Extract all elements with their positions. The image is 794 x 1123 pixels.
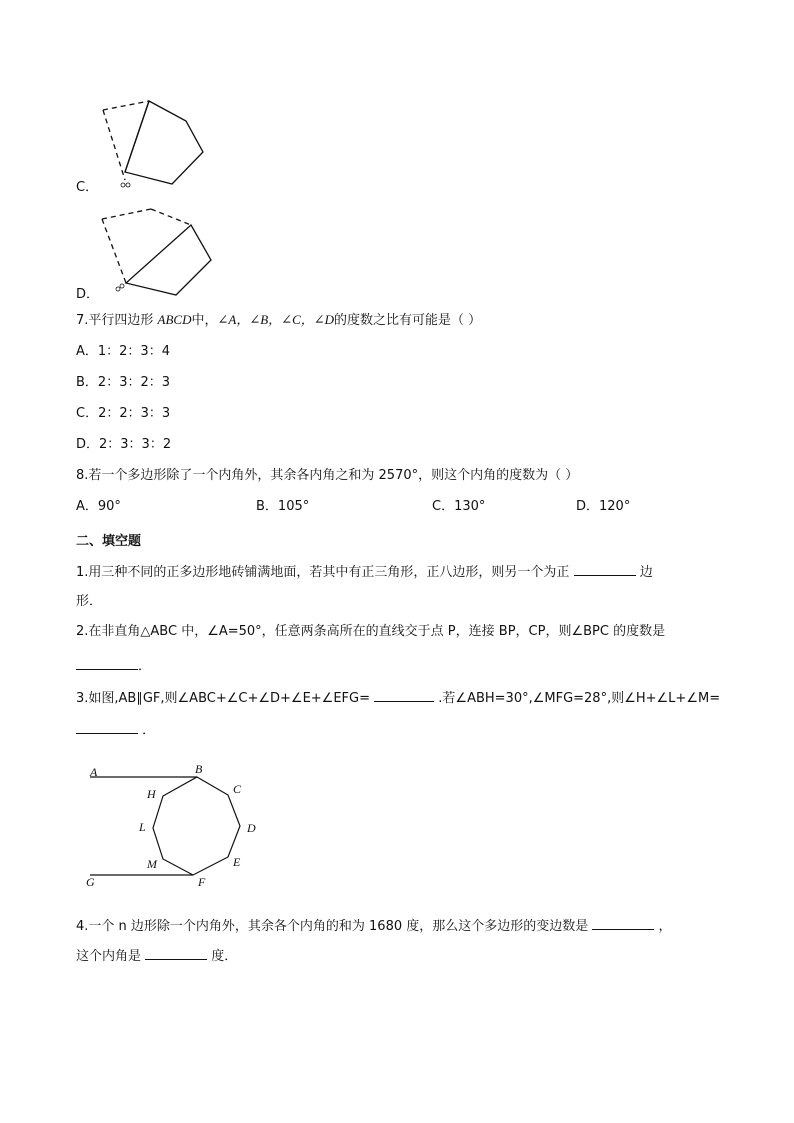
fill4-line1 (76, 915, 672, 936)
point-label-h: H (147, 787, 156, 801)
fill4-line2-prefix: 这个内角是 (76, 949, 142, 964)
point-label-g: G (86, 875, 95, 889)
fill3-line2 (76, 719, 155, 740)
fill2-suffix: ． (138, 659, 152, 674)
option-d-label: D． (76, 287, 100, 302)
q7-stem (76, 311, 481, 330)
q8-stem: 8.若一个多边形除了一个内角外，其余各内角之和为 2570°，则这个内角的度数为（ ） (76, 468, 579, 483)
fill3-mid: .若∠ABH=30°,∠MFG=28°,则∠H+∠L+∠M= (438, 691, 721, 706)
point-label-f: F (198, 875, 206, 889)
fill4-line2 (76, 945, 237, 966)
answer-blank[interactable] (574, 561, 636, 576)
option-d-figure (96, 203, 236, 303)
option-c-figure (96, 96, 236, 196)
point-label-e: E (233, 855, 241, 869)
q7-stem-mid: 中， (191, 313, 218, 328)
answer-blank[interactable] (592, 915, 654, 930)
point-label-a: A (90, 765, 98, 779)
point-label-c: C (233, 782, 242, 796)
q8-option-b: B．105° (256, 499, 310, 514)
point-label-d: D (247, 821, 256, 835)
fill1-line2: 形． (76, 594, 103, 609)
q7-option-b: B．2：3：2：3 (76, 375, 171, 390)
q7-option-a: A．1：2：3：4 (76, 344, 170, 359)
fill1-suffix: 边 (639, 565, 653, 580)
point-label-m: M (147, 857, 157, 871)
q7-stem-angles: ∠A，∠B，∠C，∠D (217, 312, 335, 327)
fill1-prefix: 1.用三种不同的正多边形地砖铺满地面，若其中有正三角形，正八边形，则另一个为正 (76, 565, 570, 580)
fill1-line1 (76, 561, 653, 582)
q7-stem-prefix: 7.平行四边形 (76, 313, 154, 328)
q7-option-c: C．2：2：3：3 (76, 406, 171, 421)
q7-stem-suffix: 的度数之比有可能是（ ） (334, 313, 482, 328)
fill4-line2-suffix: 度． (211, 949, 238, 964)
fill3-figure (78, 758, 278, 898)
q8-option-a: A．90° (76, 499, 121, 514)
fill2-line1: 2.在非直角△ABC 中，∠A=50°，任意两条高所在的直线交于点 P，连接 BP，CP，则∠BPC 的度数是 (76, 624, 666, 639)
q8-option-d: D．120° (576, 499, 631, 514)
fill3-suffix: ． (142, 723, 156, 738)
section-title: 二、填空题 (76, 534, 142, 549)
answer-blank[interactable] (76, 655, 138, 670)
q7-option-d: D．2：3：3：2 (76, 437, 172, 452)
option-c-label: C． (76, 180, 99, 195)
fill2-line2 (76, 655, 151, 676)
point-label-l: L (139, 820, 146, 834)
scissors-icon (116, 284, 124, 291)
answer-blank[interactable] (374, 687, 434, 702)
q8-option-c: C．130° (432, 499, 486, 514)
point-label-b: B (195, 762, 203, 776)
fill4-prefix: 4.一个 n 边形除一个内角外，其余各个内角的和为 1680 度，那么这个多边形的变边数是 (76, 919, 589, 934)
fill4-suffix: ， (658, 919, 672, 934)
q7-stem-vars: ABCD (157, 312, 192, 327)
answer-blank[interactable] (145, 945, 207, 960)
answer-blank[interactable] (76, 719, 138, 734)
fill3-prefix: 3.如图,AB∥GF,则∠ABC+∠C+∠D+∠E+∠EFG= (76, 691, 370, 706)
scissors-icon (121, 183, 130, 187)
fill3-line1 (76, 687, 720, 708)
